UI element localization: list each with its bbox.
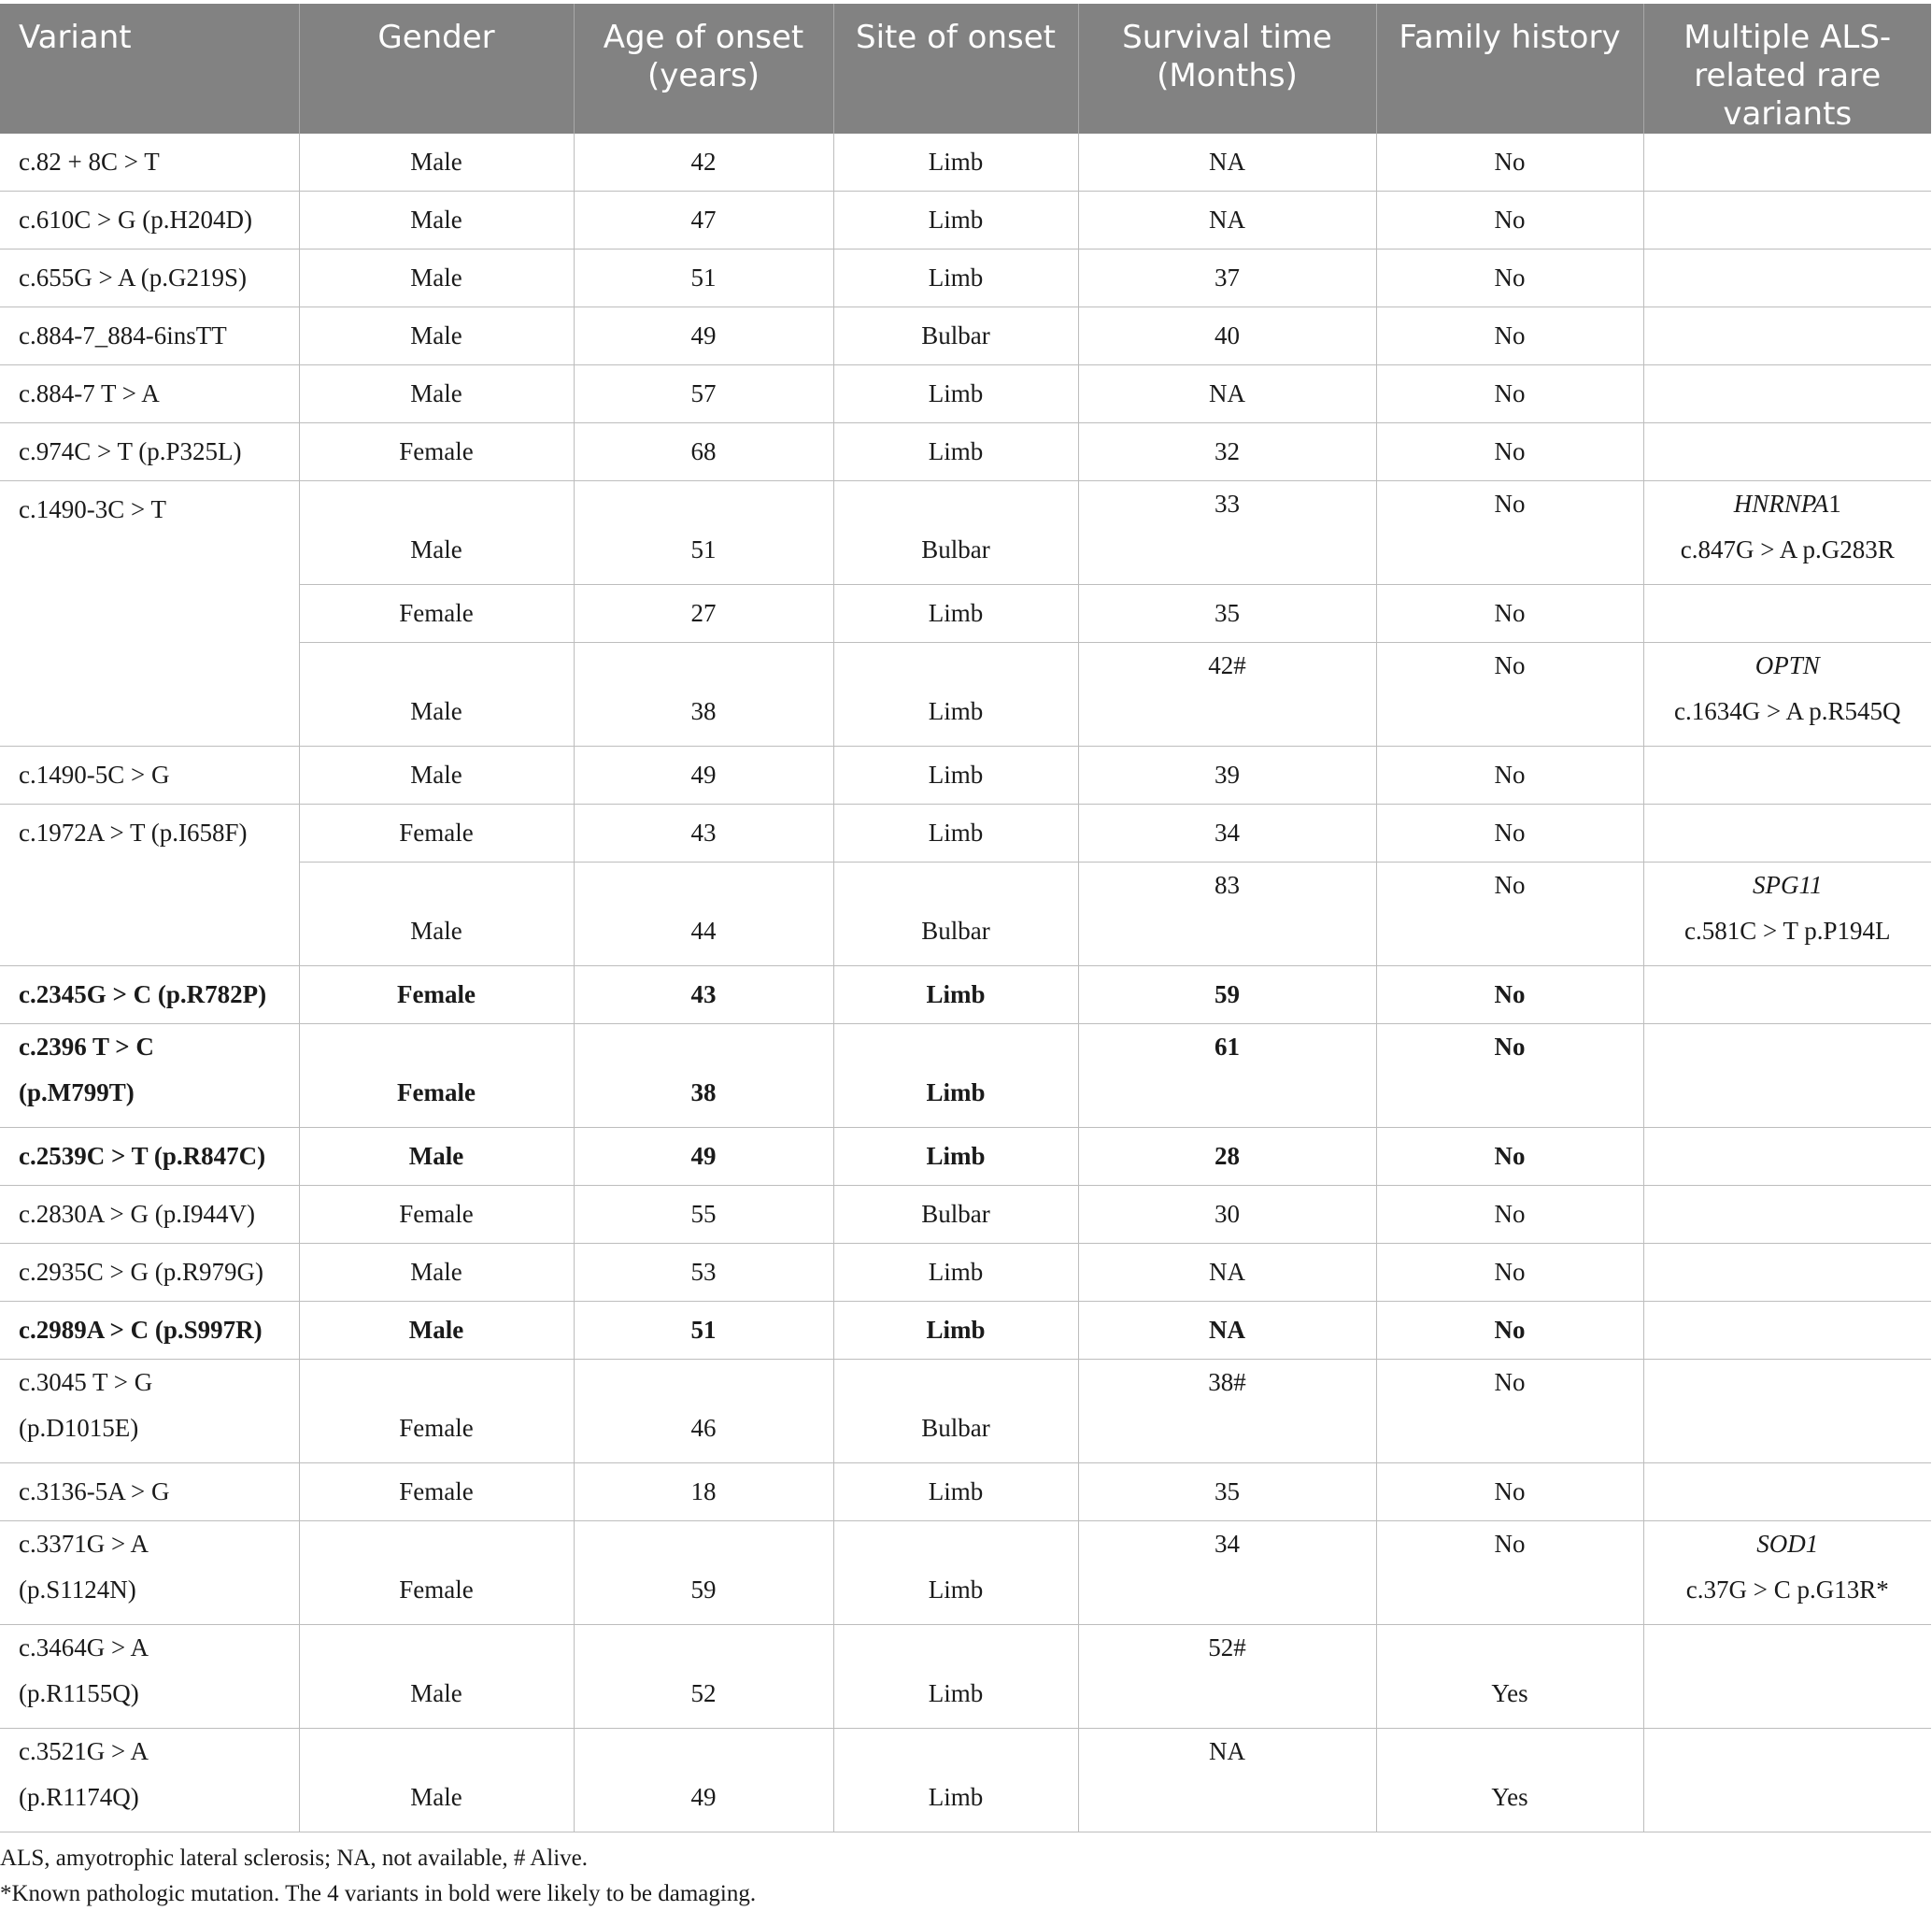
site-cell: Limb: [833, 1024, 1078, 1128]
survival-cell: 59: [1078, 966, 1376, 1024]
age-cell: 51: [574, 250, 833, 307]
site-cell: Limb: [833, 585, 1078, 643]
family-cell: No: [1376, 192, 1643, 250]
multi-variant-cell: [1643, 1302, 1931, 1360]
survival-cell: 35: [1078, 585, 1376, 643]
gender-cell: Male: [299, 365, 574, 423]
age-cell: 27: [574, 585, 833, 643]
multi-variant-cell: [1643, 365, 1931, 423]
family-cell: No: [1376, 1302, 1643, 1360]
variant-cell: c.3371G > A (p.S1124N): [0, 1521, 299, 1625]
age-cell: 52: [574, 1625, 833, 1729]
multi-variant-cell: [1643, 192, 1931, 250]
gender-cell: Male: [299, 307, 574, 365]
header-multiple-variants: Multiple ALS-related rare variants: [1643, 4, 1931, 134]
footnote-abbreviations: ALS, amyotrophic lateral sclerosis; NA, not available, # Alive.: [0, 1846, 589, 1871]
table-row: [0, 1302, 1931, 1360]
table-row: [0, 134, 1931, 192]
survival-cell: 30: [1078, 1186, 1376, 1244]
family-cell: No: [1376, 643, 1643, 747]
family-cell: No: [1376, 1521, 1643, 1625]
gender-cell: Female: [299, 1360, 574, 1463]
multi-variant-cell: [1643, 863, 1931, 966]
table-row: [0, 1244, 1931, 1302]
survival-cell: NA: [1078, 1729, 1376, 1832]
age-cell: 49: [574, 1729, 833, 1832]
site-cell: Limb: [833, 1463, 1078, 1521]
header-age-of-onset: Age of onset (years): [574, 4, 833, 134]
family-cell: Yes: [1376, 1729, 1643, 1832]
gender-cell: Male: [299, 1625, 574, 1729]
multi-variant-cell: [1643, 1729, 1931, 1832]
variant-cell: c.2539C > T (p.R847C): [0, 1128, 299, 1186]
site-cell: Limb: [833, 1302, 1078, 1360]
table-row: [0, 1186, 1931, 1244]
survival-cell: 34: [1078, 1521, 1376, 1625]
age-cell: 57: [574, 365, 833, 423]
variant-cell: c.974C > T (p.P325L): [0, 423, 299, 481]
gender-cell: Male: [299, 863, 574, 966]
site-cell: Limb: [833, 250, 1078, 307]
survival-cell: 32: [1078, 423, 1376, 481]
variant-cell: c.3464G > A (p.R1155Q): [0, 1625, 299, 1729]
family-cell: No: [1376, 307, 1643, 365]
multi-variant-cell: [1643, 1625, 1931, 1729]
variant-cell: c.610C > G (p.H204D): [0, 192, 299, 250]
family-cell: No: [1376, 1186, 1643, 1244]
site-cell: Bulbar: [833, 863, 1078, 966]
header-survival-time: Survival time (Months): [1078, 4, 1376, 134]
age-cell: 42: [574, 134, 833, 192]
multi-variant-cell: [1643, 1186, 1931, 1244]
variant-cell: c.1490-3C > T: [0, 481, 299, 747]
variant-cell: c.82 + 8C > T: [0, 134, 299, 192]
site-cell: Limb: [833, 1521, 1078, 1625]
family-cell: No: [1376, 1128, 1643, 1186]
table-row: [0, 250, 1931, 307]
age-cell: 51: [574, 481, 833, 585]
survival-cell: 28: [1078, 1128, 1376, 1186]
multi-variant-cell: [1643, 1360, 1931, 1463]
family-cell: Yes: [1376, 1625, 1643, 1729]
variant-cell: c.2396 T > C (p.M799T): [0, 1024, 299, 1128]
table-row: [0, 1521, 1931, 1625]
family-cell: No: [1376, 250, 1643, 307]
variant-cell: c.2830A > G (p.I944V): [0, 1186, 299, 1244]
site-cell: Limb: [833, 966, 1078, 1024]
table-row: [0, 1128, 1931, 1186]
age-cell: 38: [574, 643, 833, 747]
table-row: [0, 481, 1931, 585]
gender-cell: Male: [299, 1729, 574, 1832]
gender-cell: Female: [299, 1186, 574, 1244]
header-site-of-onset: Site of onset: [833, 4, 1078, 134]
multi-variant-cell: [1643, 307, 1931, 365]
gender-cell: Male: [299, 134, 574, 192]
age-cell: 59: [574, 1521, 833, 1625]
survival-cell: NA: [1078, 1302, 1376, 1360]
site-cell: Limb: [833, 1625, 1078, 1729]
age-cell: 53: [574, 1244, 833, 1302]
site-cell: Limb: [833, 805, 1078, 863]
gender-cell: Male: [299, 1244, 574, 1302]
multi-variant-cell: [1643, 1244, 1931, 1302]
gene-name: HNRNPA: [1733, 490, 1829, 518]
age-cell: 47: [574, 192, 833, 250]
table-row: [0, 1463, 1931, 1521]
table-row: [0, 307, 1931, 365]
site-cell: Limb: [833, 1128, 1078, 1186]
site-cell: Limb: [833, 423, 1078, 481]
gene-mutation: c.581C > T p.P194L: [1684, 917, 1891, 945]
age-cell: 49: [574, 1128, 833, 1186]
table-row: [0, 365, 1931, 423]
age-cell: 44: [574, 863, 833, 966]
gender-cell: Female: [299, 805, 574, 863]
table-container: [0, 4, 1932, 1832]
survival-cell: 83: [1078, 863, 1376, 966]
family-cell: No: [1376, 863, 1643, 966]
variant-cell: c.2989A > C (p.S997R): [0, 1302, 299, 1360]
family-cell: No: [1376, 1024, 1643, 1128]
age-cell: 46: [574, 1360, 833, 1463]
site-cell: Limb: [833, 365, 1078, 423]
multi-variant-cell: [1643, 1024, 1931, 1128]
survival-cell: NA: [1078, 192, 1376, 250]
variant-cell: c.3521G > A (p.R1174Q): [0, 1729, 299, 1832]
multi-variant-cell: [1643, 643, 1931, 747]
family-cell: No: [1376, 481, 1643, 585]
gene-suffix: 1: [1828, 490, 1841, 518]
table-row: [0, 1024, 1931, 1128]
gene-mutation: c.1634G > A p.R545Q: [1674, 697, 1901, 725]
gender-cell: Male: [299, 1128, 574, 1186]
header-row: [0, 4, 1931, 134]
table-row: [0, 423, 1931, 481]
gender-cell: Male: [299, 643, 574, 747]
family-cell: No: [1376, 1244, 1643, 1302]
survival-cell: NA: [1078, 134, 1376, 192]
survival-cell: 61: [1078, 1024, 1376, 1128]
gender-cell: Female: [299, 1463, 574, 1521]
family-cell: No: [1376, 747, 1643, 805]
family-cell: No: [1376, 805, 1643, 863]
site-cell: Bulbar: [833, 1186, 1078, 1244]
variant-cell: c.655G > A (p.G219S): [0, 250, 299, 307]
survival-cell: 37: [1078, 250, 1376, 307]
survival-cell: 39: [1078, 747, 1376, 805]
survival-cell: 34: [1078, 805, 1376, 863]
gender-cell: Female: [299, 585, 574, 643]
age-cell: 68: [574, 423, 833, 481]
header-family-history: Family history: [1376, 4, 1643, 134]
variant-cell: c.3136-5A > G: [0, 1463, 299, 1521]
gender-cell: Female: [299, 1521, 574, 1625]
survival-cell: 40: [1078, 307, 1376, 365]
gender-cell: Male: [299, 481, 574, 585]
site-cell: Limb: [833, 1729, 1078, 1832]
variant-cell: c.884-7_884-6insTT: [0, 307, 299, 365]
survival-cell: 35: [1078, 1463, 1376, 1521]
table-row: [0, 747, 1931, 805]
gender-cell: Male: [299, 747, 574, 805]
site-cell: Limb: [833, 643, 1078, 747]
gene-name: SOD1: [1756, 1530, 1819, 1558]
survival-cell: 38#: [1078, 1360, 1376, 1463]
family-cell: No: [1376, 134, 1643, 192]
multi-variant-cell: [1643, 423, 1931, 481]
age-cell: 18: [574, 1463, 833, 1521]
family-cell: No: [1376, 1360, 1643, 1463]
site-cell: Limb: [833, 134, 1078, 192]
age-cell: 55: [574, 1186, 833, 1244]
age-cell: 51: [574, 1302, 833, 1360]
header-gender: Gender: [299, 4, 574, 134]
age-cell: 49: [574, 747, 833, 805]
survival-cell: 42#: [1078, 643, 1376, 747]
gene-mutation: c.847G > A p.G283R: [1680, 535, 1895, 563]
gender-cell: Male: [299, 192, 574, 250]
als-variants-table: [0, 4, 1931, 1832]
age-cell: 49: [574, 307, 833, 365]
family-cell: No: [1376, 585, 1643, 643]
gender-cell: Female: [299, 966, 574, 1024]
age-cell: 43: [574, 966, 833, 1024]
gender-cell: Male: [299, 250, 574, 307]
gene-name: OPTN: [1754, 651, 1820, 679]
variant-cell: c.3045 T > G (p.D1015E): [0, 1360, 299, 1463]
family-cell: No: [1376, 365, 1643, 423]
footnote-known-mutation: *Known pathologic mutation. The 4 variants in bold were likely to be damaging.: [0, 1881, 757, 1906]
site-cell: Bulbar: [833, 481, 1078, 585]
site-cell: Bulbar: [833, 1360, 1078, 1463]
site-cell: Bulbar: [833, 307, 1078, 365]
gender-cell: Female: [299, 423, 574, 481]
variant-cell: c.1972A > T (p.I658F): [0, 805, 299, 966]
multi-variant-cell: [1643, 585, 1931, 643]
age-cell: 43: [574, 805, 833, 863]
multi-variant-cell: [1643, 1521, 1931, 1625]
table-row: [0, 1729, 1931, 1832]
site-cell: Limb: [833, 192, 1078, 250]
header-variant: Variant: [0, 4, 299, 134]
survival-cell: 33: [1078, 481, 1376, 585]
site-cell: Limb: [833, 1244, 1078, 1302]
multi-variant-cell: [1643, 481, 1931, 585]
family-cell: No: [1376, 966, 1643, 1024]
survival-cell: NA: [1078, 365, 1376, 423]
age-cell: 38: [574, 1024, 833, 1128]
variant-cell: c.1490-5C > G: [0, 747, 299, 805]
multi-variant-cell: [1643, 1463, 1931, 1521]
variant-cell: c.2935C > G (p.R979G): [0, 1244, 299, 1302]
site-cell: Limb: [833, 747, 1078, 805]
table-footnotes: [0, 1841, 756, 1912]
table-row: [0, 1625, 1931, 1729]
survival-cell: NA: [1078, 1244, 1376, 1302]
family-cell: No: [1376, 1463, 1643, 1521]
multi-variant-cell: [1643, 1128, 1931, 1186]
table-row: [0, 192, 1931, 250]
family-cell: No: [1376, 423, 1643, 481]
multi-variant-cell: [1643, 966, 1931, 1024]
gene-mutation: c.37G > C p.G13R*: [1685, 1576, 1889, 1604]
multi-variant-cell: [1643, 134, 1931, 192]
survival-cell: 52#: [1078, 1625, 1376, 1729]
table-row: [0, 1360, 1931, 1463]
multi-variant-cell: [1643, 805, 1931, 863]
table-row: [0, 966, 1931, 1024]
multi-variant-cell: [1643, 747, 1931, 805]
gender-cell: Female: [299, 1024, 574, 1128]
table-row: [0, 805, 1931, 863]
gender-cell: Male: [299, 1302, 574, 1360]
gene-name: SPG11: [1753, 871, 1823, 899]
multi-variant-cell: [1643, 250, 1931, 307]
variant-cell: c.2345G > C (p.R782P): [0, 966, 299, 1024]
variant-cell: c.884-7 T > A: [0, 365, 299, 423]
